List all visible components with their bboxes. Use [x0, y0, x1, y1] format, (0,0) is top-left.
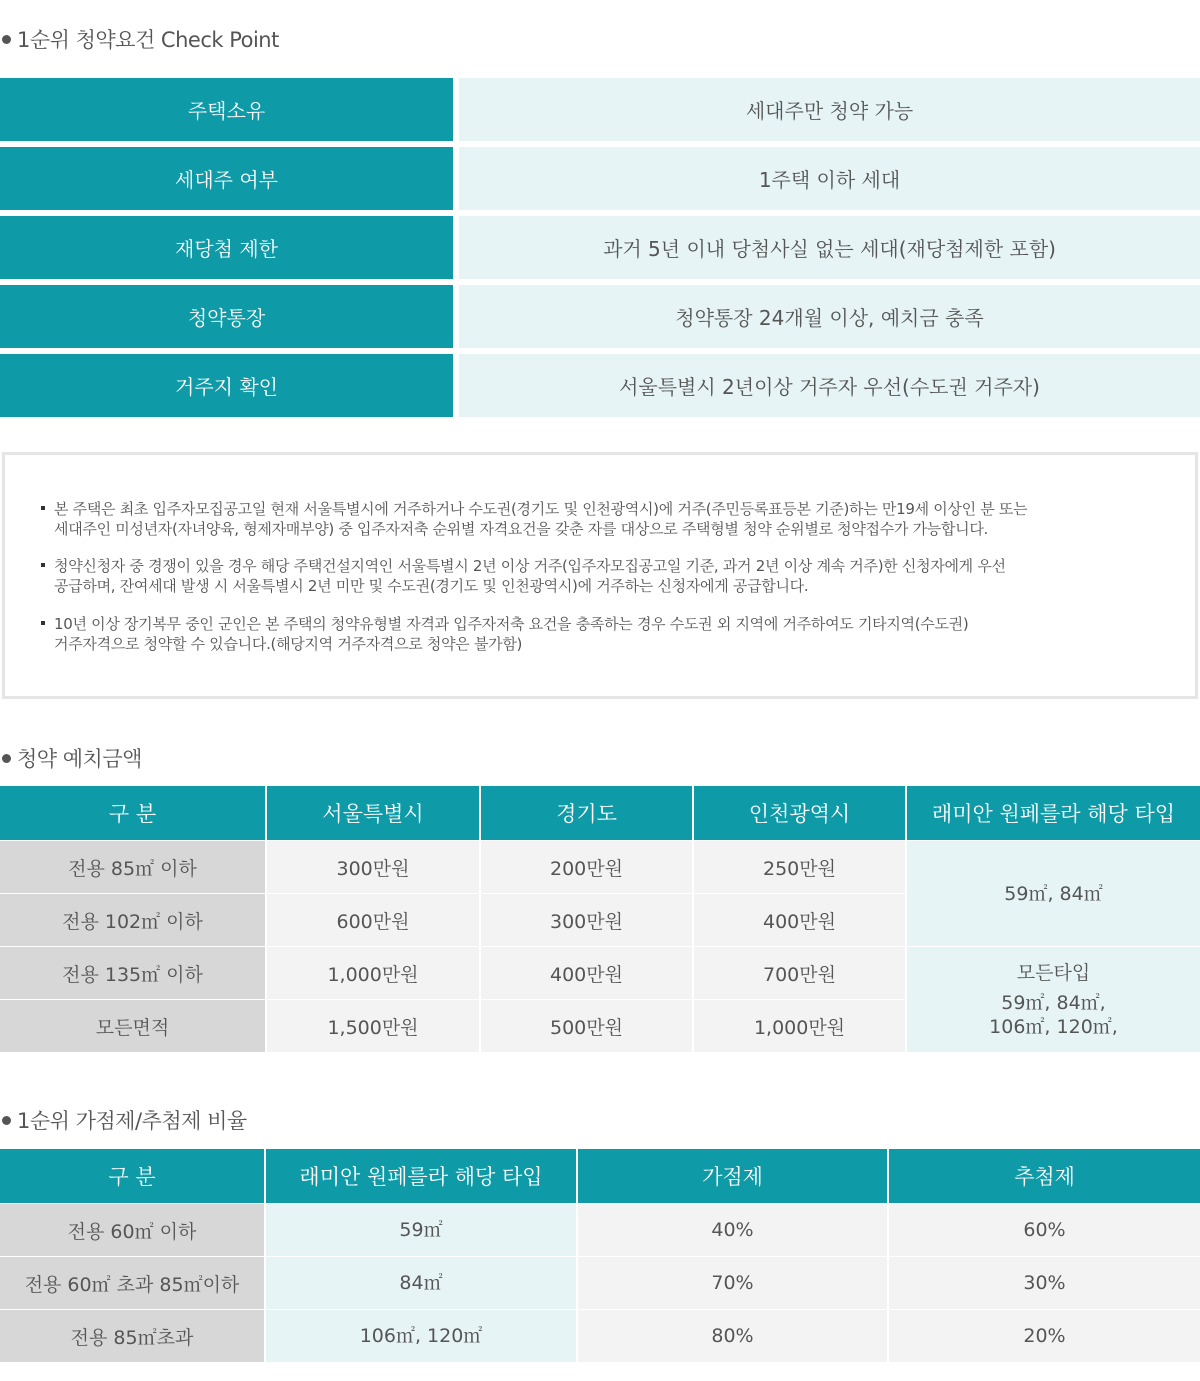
table-cell: 300만원: [266, 841, 480, 894]
table-row: [0, 1310, 1200, 1363]
table-cell: 30%: [888, 1257, 1200, 1310]
row-label: 전용 135㎡ 이하: [0, 947, 266, 1000]
ratio-table: [0, 1149, 1200, 1362]
table-cell: 1,000만원: [693, 1000, 906, 1053]
table-cell: 59㎡: [265, 1204, 577, 1257]
table-cell: 400만원: [693, 894, 906, 947]
table-header-row: [0, 786, 1200, 841]
checkpoint-section-title: 1순위 청약요건 Check Point: [0, 24, 279, 54]
column-header: 래미안 원페를라 해당 타입: [906, 786, 1200, 841]
row-label: 전용 85㎡초과: [0, 1310, 265, 1363]
requirement-value: 과거 5년 이내 당첨사실 없는 세대(재당첨제한 포함): [459, 216, 1200, 279]
note-item: 청약신청자 중 경쟁이 있을 경우 해당 주택건설지역인 서울특별시 2년 이상 거주(입주자모집공고일 기준, 과거 2년 이상 계속 거주)한 신청자에게 우선 공급하며, 잔여세대 발생 시 서울특별시 2년 미만 및 수도권(경기도 및 인천광역시)에 거주하는 신청자에게 공급합니다.: [54, 556, 1134, 596]
requirement-row: [0, 78, 1200, 141]
ratio-section-title: 1순위 가점제/추첨제 비율: [0, 1105, 247, 1135]
note-item: 10년 이상 장기복무 중인 군인은 본 주택의 청약유형별 자격과 입주자저축 요건을 충족하는 경우 수도권 외 지역에 거주하여도 기타지역(수도권) 거주자격으로 청약할 수 있습니다.(해당지역 거주자격으로 청약은 불가함): [54, 614, 1134, 654]
requirement-key: 세대주 여부: [0, 147, 453, 210]
table-cell: 300만원: [480, 894, 693, 947]
table-cell: 500만원: [480, 1000, 693, 1053]
requirement-value: 서울특별시 2년이상 거주자 우선(수도권 거주자): [459, 354, 1200, 417]
row-label: 전용 60㎡ 초과 85㎡이하: [0, 1257, 265, 1310]
square-bullet-icon: [41, 621, 45, 625]
requirement-key: 주택소유: [0, 78, 453, 141]
column-header: 서울특별시: [266, 786, 480, 841]
row-label: 전용 85㎡ 이하: [0, 841, 266, 894]
column-header: 가점제: [577, 1149, 888, 1204]
table-cell: 700만원: [693, 947, 906, 1000]
row-label: 전용 60㎡ 이하: [0, 1204, 265, 1257]
table-row: [0, 841, 1200, 894]
requirement-value: 1주택 이하 세대: [459, 147, 1200, 210]
bullet-dot-icon: [2, 1116, 11, 1125]
table-cell: 70%: [577, 1257, 888, 1310]
table-cell: 106㎡, 120㎡: [265, 1310, 577, 1363]
deposit-table: [0, 786, 1200, 1052]
requirement-key: 청약통장: [0, 285, 453, 348]
column-header: 구 분: [0, 1149, 265, 1204]
row-label: 전용 102㎡ 이하: [0, 894, 266, 947]
requirement-row: [0, 354, 1200, 417]
requirement-row: [0, 285, 1200, 348]
bullet-dot-icon: [2, 754, 11, 763]
square-bullet-icon: [41, 563, 45, 567]
requirement-value: 청약통장 24개월 이상, 예치금 충족: [459, 285, 1200, 348]
note-item: 본 주택은 최초 입주자모집공고일 현재 서울특별시에 거주하거나 수도권(경기도 및 인천광역시)에 거주(주민등록표등본 기준)하는 만19세 이상인 분 또는 세대주인 미성년자(자녀양육, 형제자매부양) 중 입주자저축 순위별 자격요건을 갖춘 자를 대상으로 주택형별 청약 순위별로 청약접수가 가능합니다.: [54, 499, 1134, 539]
table-cell: 1,500만원: [266, 1000, 480, 1053]
requirement-key: 거주지 확인: [0, 354, 453, 417]
column-header: 추첨제: [888, 1149, 1200, 1204]
requirement-row: [0, 216, 1200, 279]
type-cell: 모든타입 59㎡, 84㎡, 106㎡, 120㎡,: [906, 947, 1200, 1053]
column-header: 래미안 원페를라 해당 타입: [265, 1149, 577, 1204]
requirement-key: 재당첨 제한: [0, 216, 453, 279]
bullet-dot-icon: [2, 35, 11, 44]
square-bullet-icon: [41, 506, 45, 510]
type-cell: 59㎡, 84㎡: [906, 841, 1200, 947]
notes-box: [2, 452, 1198, 699]
table-cell: 60%: [888, 1204, 1200, 1257]
table-row: [0, 1257, 1200, 1310]
row-label: 모든면적: [0, 1000, 266, 1053]
table-cell: 600만원: [266, 894, 480, 947]
table-cell: 1,000만원: [266, 947, 480, 1000]
table-row: [0, 1204, 1200, 1257]
table-cell: 20%: [888, 1310, 1200, 1363]
table-cell: 250만원: [693, 841, 906, 894]
requirements-table: [0, 78, 1200, 423]
table-cell: 40%: [577, 1204, 888, 1257]
table-row: [0, 947, 1200, 1000]
table-header-row: [0, 1149, 1200, 1204]
requirement-row: [0, 147, 1200, 210]
table-cell: 400만원: [480, 947, 693, 1000]
requirement-value: 세대주만 청약 가능: [459, 78, 1200, 141]
deposit-section-title: 청약 예치금액: [0, 743, 142, 773]
table-cell: 84㎡: [265, 1257, 577, 1310]
column-header: 구 분: [0, 786, 266, 841]
table-cell: 80%: [577, 1310, 888, 1363]
column-header: 인천광역시: [693, 786, 906, 841]
table-cell: 200만원: [480, 841, 693, 894]
column-header: 경기도: [480, 786, 693, 841]
